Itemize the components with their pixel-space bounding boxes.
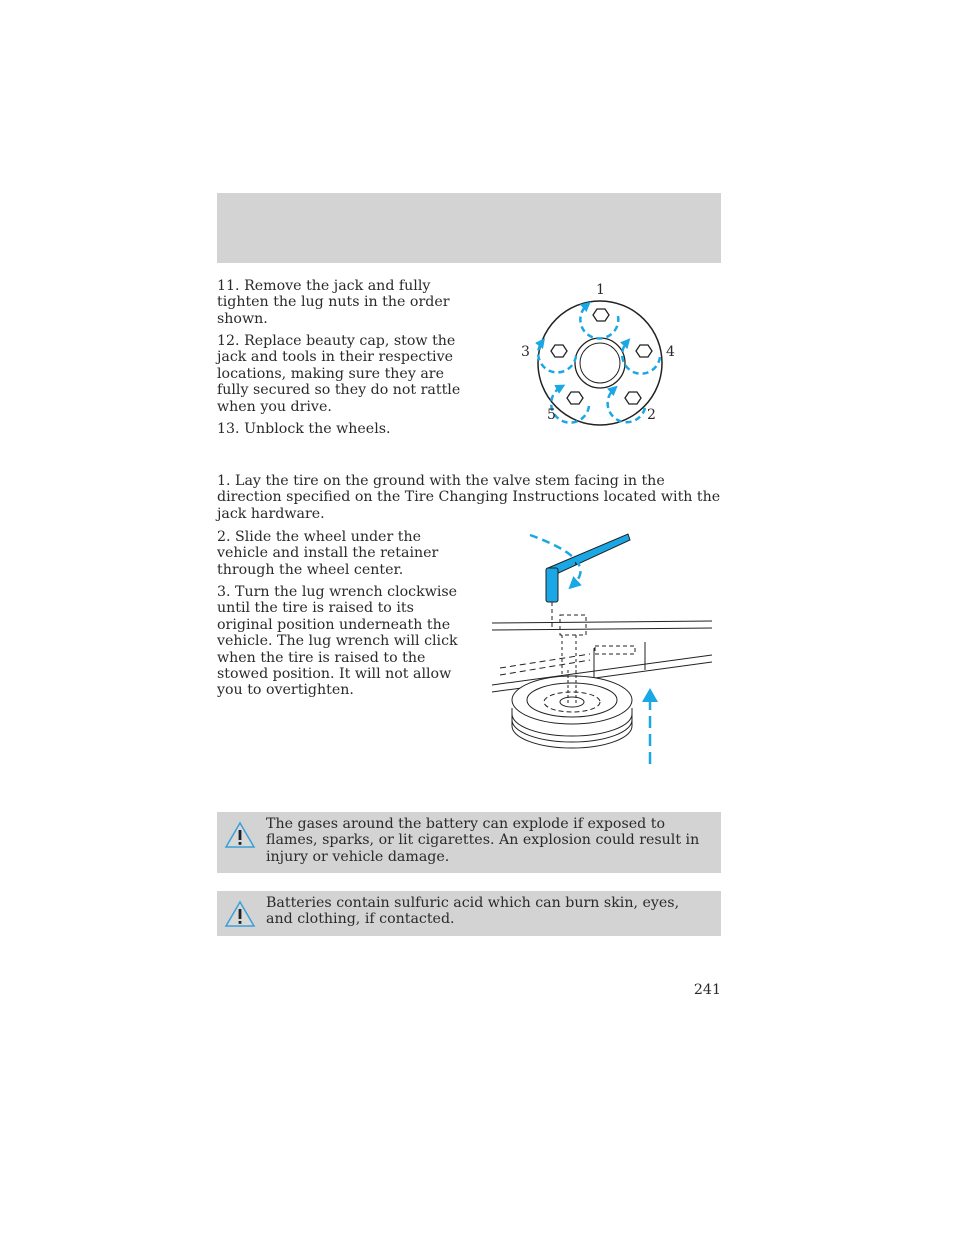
spare-tire-stowing-diagram	[490, 530, 715, 770]
stow-step-3-text: 3. Turn the lug wrench clockwise until the tire is raised to its original position underneath the vehicle. The lug wrench will click when the tire is raised to the stowed position. It will not allow you to overtighten.	[217, 584, 458, 699]
spare-tire	[512, 676, 632, 748]
step-11-text: 11. Remove the jack and fully tighten the lug nuts in the order shown.	[217, 278, 450, 327]
nut-label: 5	[547, 407, 556, 423]
warning-triangle-icon	[224, 821, 256, 849]
section-header-band	[217, 193, 721, 263]
warning-triangle-icon	[224, 900, 256, 928]
page-number: 241	[693, 982, 721, 998]
lug-nut-order-diagram	[515, 278, 690, 433]
stow-step-1-text: 1. Lay the tire on the ground with the valve stem facing in the direction specified on the Tire Changing Instructions located with the jack hardware.	[217, 473, 721, 522]
warning-box-sulfuric-acid	[217, 891, 721, 936]
step-12-text: 12. Replace beauty cap, stow the jack and tools in their respective locations, making sure they are fully secured so they do not rattle when you drive.	[217, 333, 461, 415]
nut-label: 3	[521, 344, 530, 360]
nut-label: 4	[666, 344, 675, 360]
raise-arrow-head	[642, 688, 658, 702]
step-13-text: 13. Unblock the wheels.	[217, 421, 391, 437]
wheel-hub	[575, 338, 625, 388]
nut-label: 1	[596, 282, 605, 298]
warning-text: The gases around the battery can explode if exposed to flames, sparks, or lit cigarettes. An explosion could result in injury or vehicle damage.	[266, 816, 700, 865]
warning-box-battery-gases	[217, 812, 721, 873]
nut-label: 2	[647, 407, 656, 423]
stow-step-2-text: 2. Slide the wheel under the vehicle and install the retainer through the wheel center.	[217, 529, 439, 578]
warning-text: Batteries contain sulfuric acid which can burn skin, eyes, and clothing, if contacted.	[266, 895, 680, 928]
